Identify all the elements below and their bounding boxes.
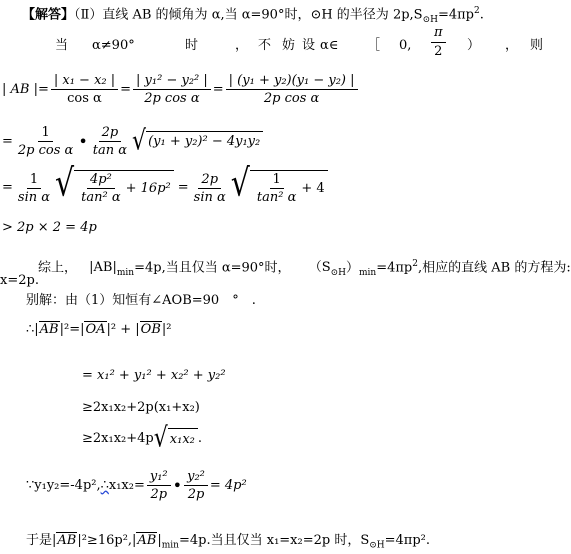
answer-header: 【解答】（Ⅱ）直线 AB 的倾角为 α,当 α=90°时，⊙H 的半径为 $2p,S_{⊙H}=4\pi p^2$. (22, 6, 484, 25)
product-line: ∵y₁y₂=-4p², ∴ x₁x₂= $\frac{\text{y₁²}}{2p}$ • $\frac{\text{y₂²}}{2p}$ = 4p² (26, 469, 247, 502)
equation-ab-2: = $\frac{1}{\text{2p cos α}}$ • $\frac{2p}{\text{tan α}}$ √ (y₁ + y₂)² − 4y₁y₂ (2, 124, 263, 159)
vector-step-1: = x₁² + y₁² + x₂² + y₂² (82, 368, 226, 383)
final-line: 于是$|AB|^2\ge 16p^2,|AB|_{min}=4p$.当且仅当 x₁=x₂=2p 时，$S_{⊙H}=4\pi p^2$. (26, 533, 431, 551)
equation-ab-4: > 2p × 2 = 4p (2, 220, 97, 235)
equation-ab-3: = $\frac{1}{\text{sin α}}$ √ $\frac{\text{4p²}}{\text{tan² α}}$ + 16p² = $\frac{2p}{\text{sin α}}$ √ $\frac{1}{\text{tan² α}}$ + 4 (2, 170, 328, 206)
alt-solution: 别解：由（1）知恒有∠AOB=90 ° . (26, 293, 256, 308)
vector-equation: ∴|AB|²=|OA|² + |OB|² (26, 322, 172, 337)
assume-line: 当 α≠90° 时 ， 不 妨 设 α∈ ［ 0, π 2 ） ， 则 (55, 25, 544, 59)
sqrt-sign: √ (y₁ + y₂)² − 4y₁y₂ (132, 131, 263, 153)
answer-part: （Ⅱ）直线 AB 的倾角为 α,当 α=90°时，⊙H 的半径为 2p,S (74, 7, 423, 23)
answer-label: 【解答】 (22, 7, 75, 23)
sqrt-sign: √ $\frac{\text{4p²}}{\text{tan² α}}$ + 16p² (55, 170, 174, 206)
summary-line: 综上， $|AB|_{min}=4p$,当且仅当 α=90°时， $(S_{⊙H})_{min}=4\pi p^2$,相应的直线 AB 的方程为: (38, 259, 571, 278)
vector-step-3: ≥2x₁x₂+4p √ x₁x₂ . (82, 422, 203, 454)
sqrt-sign: √ x₁x₂ (154, 428, 198, 450)
vector-step-2: ≥2x₁x₂+2p(x₁+x₂) (82, 400, 200, 415)
sqrt-sign: √ $\frac{1}{\text{tan² α}}$ + 4 (231, 170, 328, 206)
summary-equation: x=2p. (0, 273, 39, 288)
equation-ab-1: | AB |= $\frac{\text{| x₁ − x₂ |}}{\text{cos α}}$ = $\frac{\text{| y₁² − y₂² |}}{\text{2p cos α}}$ = $\frac{\text{| (y₁ + y₂)(y₁ − y₂) |}}{\text{2p cos α}}$ (2, 72, 360, 107)
pi-over-2: π 2 (431, 24, 446, 61)
